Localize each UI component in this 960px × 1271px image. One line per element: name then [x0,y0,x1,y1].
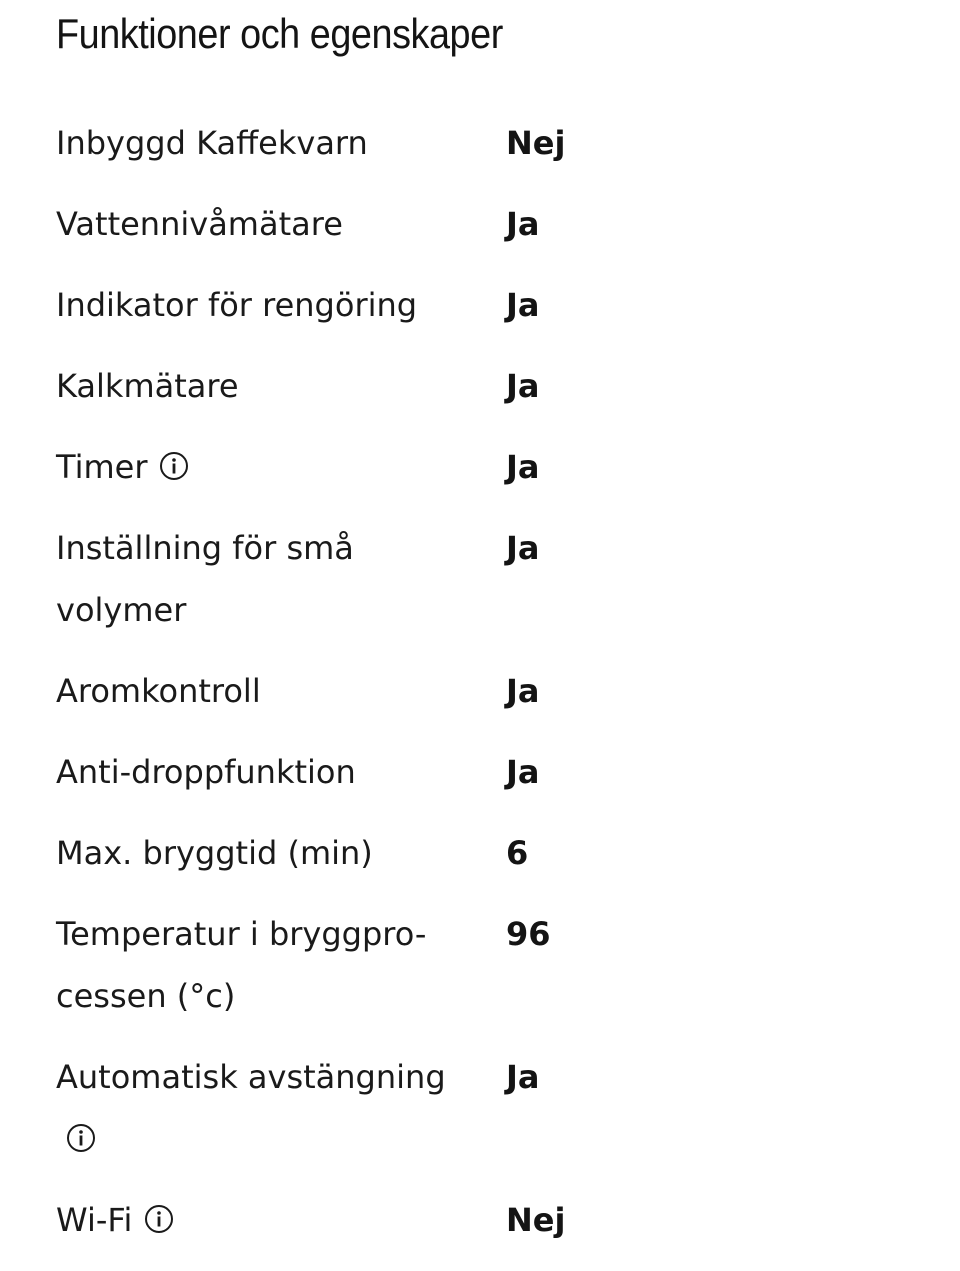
feature-label-line2: volymer [56,591,187,629]
feature-label: Wi-Fi [56,1201,133,1239]
feature-label: Vattennivåmätare [56,205,343,243]
info-icon[interactable] [159,451,189,481]
feature-value: Ja [506,367,540,405]
features-section [56,0,936,1239]
table-row [56,112,936,193]
table-row [56,660,936,741]
feature-label-container [56,1046,506,1189]
feature-label: Anti-droppfunktion [56,753,356,791]
table-row [56,355,936,436]
feature-label: Inbyggd Kaffekvarn [56,124,368,162]
feature-value: Ja [506,1058,540,1096]
feature-label-line1: Temperatur i bryggpro- [56,915,427,953]
feature-value: Ja [506,672,540,710]
feature-label-container [56,517,506,660]
table-row [56,274,936,355]
info-icon[interactable] [144,1204,174,1234]
feature-value: 6 [506,834,529,872]
table-row [56,436,936,517]
table-row [56,1189,936,1270]
feature-value: Nej [506,1201,566,1239]
info-icon[interactable] [66,1123,96,1153]
feature-label: Indikator för rengöring [56,286,418,324]
table-row [56,822,936,903]
feature-value: Ja [506,205,540,243]
feature-value: Ja [506,286,540,324]
table-row [56,741,936,822]
feature-label-line1: Inställning för små [56,529,354,567]
feature-label-container [56,903,506,1046]
table-row [56,903,936,1046]
table-row [56,193,936,274]
table-row [56,517,936,660]
feature-label: Max. bryggtid (min) [56,834,373,872]
feature-value: 96 [506,915,551,953]
feature-label: Aromkontroll [56,672,261,710]
feature-value: Nej [506,124,566,162]
feature-label-line2: cessen (°c) [56,977,236,1015]
feature-value: Ja [506,448,540,486]
feature-label-container [56,436,506,517]
table-row [56,1046,936,1189]
feature-label: Automatisk avstängning [56,1058,446,1096]
section-title: Funktioner och egenskaper [56,10,503,57]
feature-label-container [56,1189,506,1270]
feature-value: Ja [506,529,540,567]
feature-label: Kalkmätare [56,367,239,405]
feature-value: Ja [506,753,540,791]
feature-label: Timer [56,448,148,486]
features-table [56,112,936,1270]
